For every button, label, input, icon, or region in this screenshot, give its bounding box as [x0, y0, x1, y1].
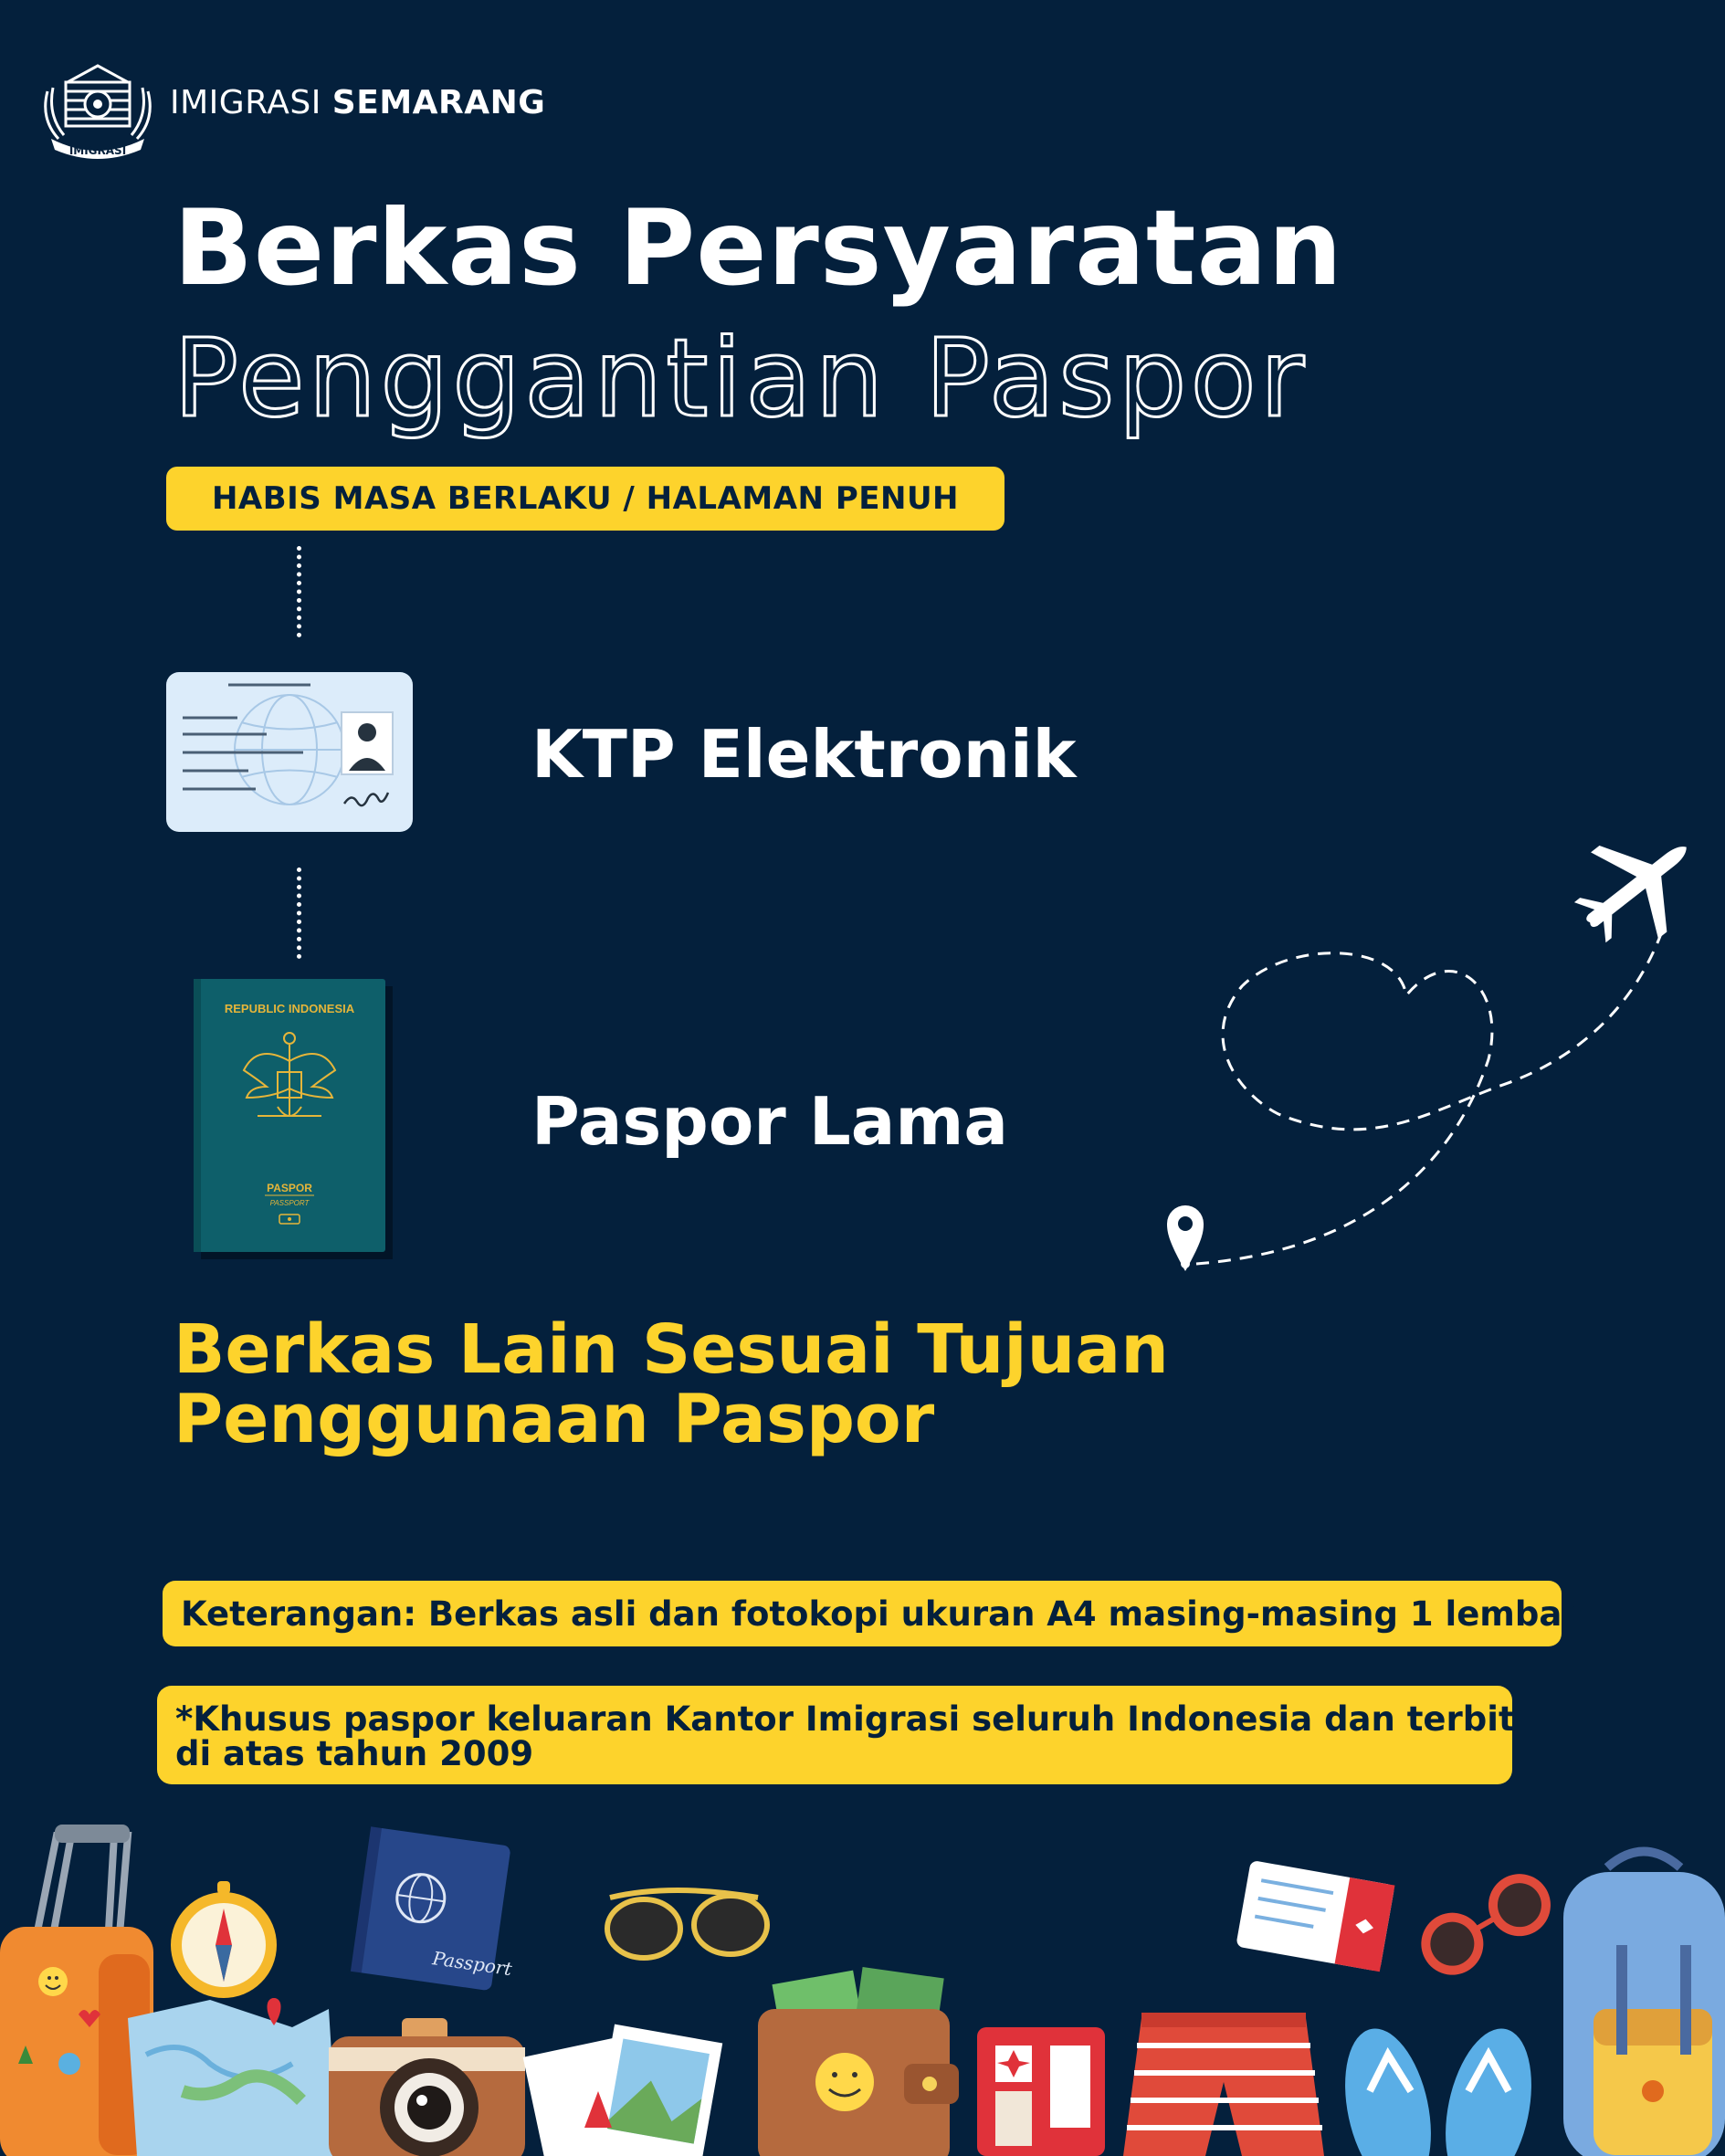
brand-light: IMIGRASI [170, 84, 332, 121]
title-line-2: Penggantian Paspor [174, 315, 1309, 441]
shorts-icon [1123, 2013, 1324, 2156]
location-pin-icon [1167, 1205, 1204, 1271]
item-ktp-label: KTP Elektronik [531, 716, 1077, 793]
note-khusus-line-1: *Khusus paspor keluaran Kantor Imigrasi seluruh Indonesia dan terbit [175, 1699, 1515, 1739]
note-khusus [157, 1686, 1515, 1784]
dotted-connector [297, 546, 307, 637]
note-keterangan: Keterangan: Berkas asli dan fotokopi ukuran A4 masing-masing 1 lembar [163, 1581, 1562, 1646]
note-khusus-line-2: di atas tahun 2009 [175, 1734, 534, 1773]
map-icon [128, 1998, 338, 2156]
decor-passport-script: Passport [431, 1947, 514, 1981]
travel-items-illustration [0, 1817, 1725, 2156]
ticket-icon [1236, 1860, 1394, 1972]
photos-icon [523, 2025, 723, 2156]
flight-path-illustration [1105, 822, 1689, 1297]
sunglasses-icon [1410, 1863, 1562, 1986]
wallet-icon [758, 1967, 959, 2156]
title-line-1: Berkas Persyaratan [174, 187, 1343, 309]
passport-icon [351, 1826, 530, 1993]
flip-flops-icon [1331, 2021, 1545, 2156]
dotted-connector [297, 868, 307, 959]
passport-icon [194, 979, 393, 1259]
airplane-icon [1555, 822, 1689, 966]
other-documents-heading [174, 1310, 1169, 1458]
item-passport-label: Paspor Lama [531, 1083, 1008, 1160]
id-card-icon [166, 672, 413, 832]
other-documents-line-2: Penggunaan Paspor [174, 1380, 935, 1458]
other-documents-line-1: Berkas Lain Sesuai Tujuan [174, 1310, 1169, 1389]
sunglasses-icon [607, 1890, 767, 1958]
passport-country: REPUBLIC INDONESIA [224, 1002, 355, 1015]
logo-text: IMIGRASI [68, 144, 127, 157]
passport-word: PASPOR [267, 1182, 312, 1194]
suitcase-icon [0, 1825, 153, 2156]
boarding-pass-icon [977, 2027, 1105, 2156]
backpack-icon [1563, 1852, 1725, 2156]
brand-name [170, 84, 545, 121]
camera-icon [329, 2018, 525, 2156]
subtitle-badge: HABIS MASA BERLAKU / HALAMAN PENUH [166, 467, 1004, 531]
brand-bold: SEMARANG [331, 84, 546, 121]
immigration-logo-icon [40, 55, 155, 163]
passport-word-en: PASSPORT [269, 1199, 310, 1207]
compass-icon [171, 1881, 277, 1998]
